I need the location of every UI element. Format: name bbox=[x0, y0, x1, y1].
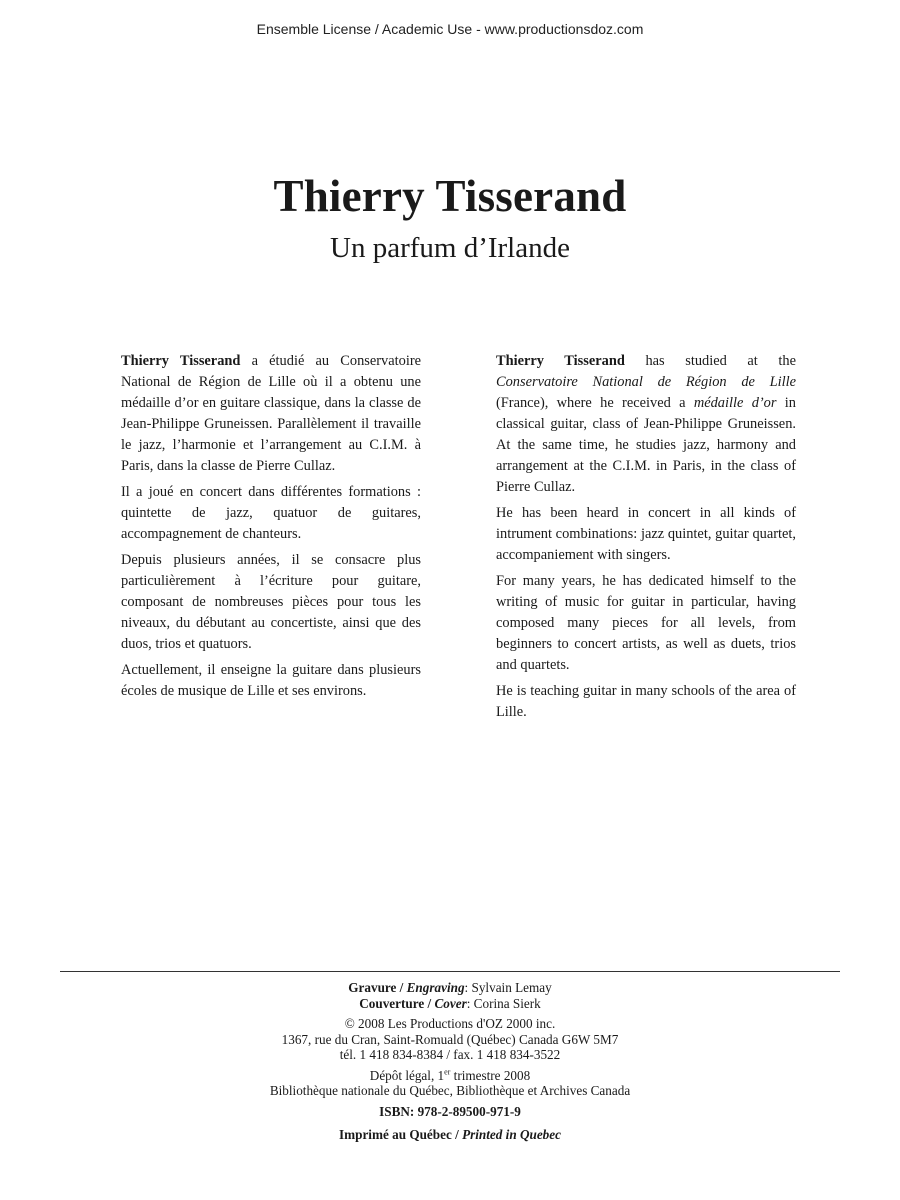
bio-en-conservatoire: Conservatoire National de Région de Lille bbox=[496, 374, 796, 390]
legal-deposit-line bbox=[0, 1068, 900, 1084]
engraving-name: : Sylvain Lemay bbox=[464, 980, 552, 995]
bio-fr-paragraph-3: Depuis plusieurs années, il se consacre plus particulièrement à l’écriture pour guitare, composant de nombreuses pièces pour tous les niveaux, du débutant au concertiste, ainsi que des duos, trios et quatuors. bbox=[121, 552, 421, 652]
bio-en-name: Thierry Tisserand bbox=[496, 353, 625, 369]
cover-credit bbox=[0, 996, 900, 1012]
depot-superscript: er bbox=[444, 1067, 451, 1077]
bio-en-paragraph-1 bbox=[496, 351, 796, 498]
bio-fr-name: Thierry Tisserand bbox=[121, 353, 241, 369]
isbn-text: ISBN: 978-2-89500-971-9 bbox=[379, 1103, 521, 1119]
address-line: 1367, rue du Cran, Saint-Romuald (Québec) Canada G6W 5M7 bbox=[281, 1031, 619, 1047]
printed-line bbox=[0, 1127, 900, 1143]
printed-fr: Imprimé au Québec / bbox=[339, 1127, 463, 1142]
bio-fr-p1-text: a étudié au Conservatoire National de Région de Lille où il a obtenu une médaille d’or en guitare classique, dans la classe de Jean-Philippe Gruneissen. Parallèlement il travaille le jazz, l’harmonie et l’arrangement au C.I.M. à Paris, dans la classe de Pierre Cullaz. bbox=[121, 353, 422, 474]
printed-en: Printed in Quebec bbox=[462, 1127, 561, 1142]
depot-text-a: Dépôt légal, 1 bbox=[369, 1067, 445, 1083]
composer-title: Thierry Tisserand bbox=[273, 171, 627, 221]
cover-label-fr: Couverture / bbox=[359, 995, 435, 1011]
bio-en-medal: médaille d’or bbox=[693, 395, 777, 411]
bio-en-p1-text-a: has studied at the bbox=[624, 353, 796, 369]
piece-subtitle: Un parfum d’Irlande bbox=[330, 232, 570, 264]
bio-en-p1-text-b: (France), where he received a bbox=[496, 395, 694, 411]
bio-fr-paragraph-4: Actuellement, il enseigne la guitare dans plusieurs écoles de musique de Lille et ses environs. bbox=[121, 662, 421, 699]
engraving-label-fr: Gravure / bbox=[348, 980, 407, 995]
credits-block bbox=[0, 980, 900, 1143]
engraving-label-en: Engraving bbox=[406, 980, 465, 995]
bio-fr-paragraph-1 bbox=[121, 351, 421, 477]
engraving-credit bbox=[0, 980, 900, 996]
cover-name: : Corina Sierk bbox=[466, 995, 541, 1011]
depot-text-b: trimestre 2008 bbox=[450, 1067, 531, 1083]
bio-en-paragraph-4: He is teaching guitar in many schools of the area of Lille. bbox=[496, 683, 796, 720]
phone-line: tél. 1 418 834-8384 / fax. 1 418 834-3522 bbox=[339, 1047, 561, 1062]
bio-en-paragraph-3: For many years, he has dedicated himself to the writing of music for guitar in particular, having composed many pieces for all levels, from beginners to concert artists, as well as duets, trios and quartets. bbox=[496, 573, 796, 673]
bio-en-p1-text-c: in classical guitar, class of Jean-Philippe Gruneissen. At the same time, he studies jazz, harmony and arrangement at the C.I.M. in Paris, in the class of Pierre Cullaz. bbox=[496, 395, 797, 495]
license-header: Ensemble License / Academic Use - www.productionsdoz.com bbox=[256, 21, 644, 37]
library-line: Bibliothèque nationale du Québec, Bibliothèque et Archives Canada bbox=[269, 1083, 631, 1098]
biography-french bbox=[121, 351, 421, 707]
copyright-line: © 2008 Les Productions d'OZ 2000 inc. bbox=[344, 1016, 556, 1031]
footer-divider bbox=[60, 971, 840, 972]
bio-en-paragraph-2: He has been heard in concert in all kinds of intrument combinations: jazz quintet, guitar quartet, accompaniement with singers. bbox=[496, 505, 796, 563]
bio-fr-paragraph-2: Il a joué en concert dans différentes formations : quintette de jazz, quatuor de guitares, accompagnement de chanteurs. bbox=[121, 484, 421, 542]
isbn-line bbox=[0, 1104, 900, 1120]
cover-label-en: Cover bbox=[434, 995, 467, 1011]
biography-english bbox=[496, 351, 796, 728]
